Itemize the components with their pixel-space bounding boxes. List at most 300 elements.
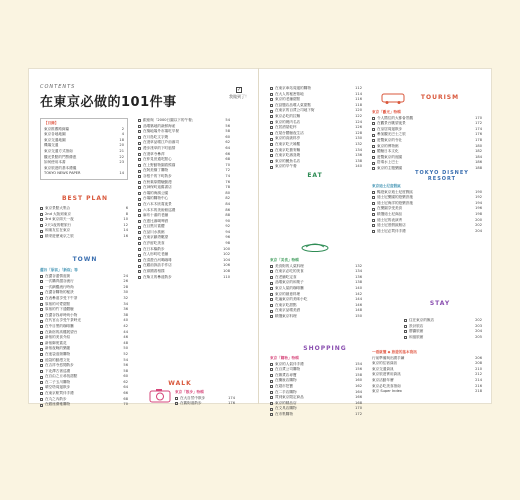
toc-entry-label: 在上野動物園看熊貓 [143,162,176,167]
checkbox-icon[interactable] [270,304,273,307]
checkbox-icon[interactable] [40,325,43,328]
checkbox-icon[interactable] [40,359,43,362]
toc-entry-label: 2nd 大阪到東京 [45,211,71,216]
checkbox-icon[interactable] [40,320,43,323]
checkbox-icon[interactable] [138,237,141,240]
checkbox-icon[interactable] [270,413,273,416]
toc-entry-page: 112 [355,86,362,90]
checkbox-icon[interactable] [372,150,375,153]
town-heading: TOWN [72,256,98,263]
toc-entry-page: 38 [123,312,128,317]
checkbox-icon[interactable] [404,325,407,328]
toc-entry-page: 6 [125,206,128,210]
toc-entry-label: 如何使用本書 [44,160,66,165]
checkbox-icon[interactable] [270,380,273,383]
toc-entry-page: 32 [123,295,128,300]
checkbox-icon[interactable] [40,336,43,339]
toc-entry-label: 在百貨公司購物 [275,367,301,372]
toc-entry-label: 在東京的百貨公司地下街 [275,108,315,113]
checkbox-icon[interactable] [138,181,141,184]
toc-entry-label: 台場的海濱公園 [143,190,169,195]
toc-entry-page: 66 [225,151,230,156]
checkbox-icon[interactable] [40,218,43,221]
toc-entry-label: 下北澤古著巡禮 [45,368,71,373]
checkbox-icon[interactable] [40,230,43,233]
checkbox-icon[interactable] [270,282,273,285]
toc-entry-label: 東京的燒肉名店 [275,119,301,124]
checkbox-icon[interactable] [372,139,375,142]
checkbox-icon[interactable] [270,160,273,163]
toc-entry-label: 東京必吃美食指南 [372,383,401,388]
toc-entry-page: 132 [355,141,362,146]
toc-entry-label: 遊覽東京的寺社 [377,137,403,142]
checkbox-icon[interactable] [138,175,141,178]
checkbox-icon[interactable] [372,134,375,137]
toc-entry-label: 東京人氣的咖啡廳 [275,285,304,290]
toc-entry-page: 114 [355,91,362,96]
checkbox-icon[interactable] [270,149,273,152]
toc-entry-page: 4 [121,132,124,137]
checkbox-icon[interactable] [40,404,43,407]
checkbox-icon[interactable] [404,330,407,333]
toc-entry-page: 170 [355,406,362,411]
checkbox-icon[interactable] [40,297,43,300]
toc-entry-label: 一次網羅流行時尚 [45,284,74,289]
toc-entry-page: 84 [225,201,230,206]
checkbox-icon[interactable] [372,219,375,222]
checkbox-icon[interactable] [270,143,273,146]
checkbox-icon[interactable] [40,342,43,345]
toc-entry-label: 漫步淺草的下町風情 [143,145,176,150]
checkbox-icon[interactable] [138,186,141,189]
checkbox-icon[interactable] [270,87,273,90]
toc-entry-label: 在樂園享受美食 [377,206,403,211]
checkbox-icon[interactable] [138,119,141,122]
toc-entry-label: 東京的人氣伴手禮 [275,361,304,366]
checkbox-icon[interactable] [138,164,141,167]
dish-icon [300,240,330,252]
toc-entry-page: 176 [228,401,235,406]
checkbox-icon[interactable] [138,248,141,251]
checkbox-icon[interactable] [270,104,273,107]
toc-entry-page: 200 [475,217,482,222]
checkbox-icon[interactable] [270,93,273,96]
checkbox-icon[interactable] [270,121,273,124]
toc-entry-label: 新宿夜晚的樂趣 [45,346,71,351]
page-header [40,84,240,110]
checkbox-icon[interactable] [40,286,43,289]
checkbox-icon[interactable] [138,226,141,229]
checkbox-icon[interactable] [40,331,43,334]
toc-entry-page: 58 [123,368,128,373]
toc-entry-label: 在仲見世通吃點心 [143,157,172,162]
toc-entry-label: 在二手店購物 [275,389,297,394]
checkbox-icon[interactable] [138,153,141,156]
column-2-list [138,118,230,280]
page-title: 在東京必做的101件事 [40,95,177,110]
checkbox-icon[interactable] [270,270,273,273]
toc-entry-page: 96 [225,235,230,240]
toc-entry-page: 208 [475,361,482,366]
checkbox-icon[interactable] [40,207,43,210]
toc-entry-page: 214 [475,377,482,382]
toc-entry-page: 24 [123,273,128,278]
checkbox-icon[interactable] [40,235,43,238]
checkbox-icon[interactable] [372,122,375,125]
checkbox-icon[interactable] [372,117,375,120]
toc-entry-label: 設計旅店 [409,323,424,328]
page-gutter [258,68,259,404]
disney-heading: TOKYO DISNEY RESORT [415,170,469,182]
toc-entry-label: 新宿的美食介紹 [45,335,71,340]
checkbox-icon[interactable] [138,136,141,139]
checkbox-icon[interactable] [270,166,273,169]
toc-entry-label: 在文具店購物 [275,406,297,411]
checkbox-icon[interactable] [270,287,273,290]
checkbox-icon[interactable] [270,293,273,296]
checkbox-icon[interactable] [372,230,375,233]
checkbox-icon[interactable] [40,280,43,283]
toc-entry-page: 205 [475,334,482,339]
checkbox-icon[interactable] [40,381,43,384]
toc-entry-page: 8 [125,211,128,216]
eat-subhead: 東京「美食」特輯 [270,258,299,262]
checkbox-icon[interactable] [175,402,178,405]
toc-entry-page: 68 [123,396,128,401]
toc-entry-label: 遊覽東京的庭園 [377,154,403,159]
toc-entry-label: 原宿的可愛甜點 [45,301,71,306]
toc-entry-label: 在屋台體驗夜生活 [275,130,304,135]
done-legend-label: 我做到了！ [229,94,249,99]
toc-entry-label: 一次購齊澀谷流行 [45,279,74,284]
toc-entry-page: 78 [225,185,230,190]
toc-entry-page: 204 [475,228,482,233]
toc-entry [138,275,230,281]
checkbox-icon[interactable] [40,292,43,295]
toc-entry-page: 10 [123,217,128,222]
toc-entry-page: 94 [225,229,230,234]
toc-entry [372,229,482,235]
toc-entry-label: 在中目黑的咖啡廳 [45,323,74,328]
toc-entry-label: 在人形町吃老舖 [143,252,169,257]
checkbox-icon[interactable] [40,213,43,216]
toc-entry-label: 在阿美橫丁購物 [143,168,169,173]
extra-list [372,350,482,395]
camera-icon [148,387,172,403]
toc-entry-page: 128 [355,130,362,135]
checkbox-icon[interactable] [372,162,375,165]
toc-entry-page: 26 [123,279,128,284]
checkbox-icon[interactable] [40,376,43,379]
toc-entry-label: 東京的老舖甜點 [275,97,301,102]
checkbox-icon[interactable] [404,319,407,322]
stay-list [404,318,482,340]
checkbox-icon[interactable] [270,368,273,371]
toc-entry-page: 88 [225,213,230,218]
toc-entry-page: 180 [475,143,482,148]
toc-entry-label: 在澀谷找尋時尚小物 [45,312,78,317]
checkbox-icon[interactable] [138,192,141,195]
toc-entry-label: 在大人的秘密基地 [275,91,304,96]
toc-entry-label: 在藥妝店購物 [275,378,297,383]
toc-entry-page: 192 [475,195,482,200]
checkbox-icon[interactable] [270,363,273,366]
toc-entry-page: 210 [475,366,482,371]
toc-entry-label: 台場的購物中心 [143,196,169,201]
toc-entry-page: 196 [475,206,482,211]
checkbox-icon[interactable] [138,254,141,257]
checkbox-icon[interactable] [270,315,273,318]
toc-entry-label: 在居酒屋乾杯 [275,125,297,130]
checkbox-icon[interactable] [372,202,375,205]
checkbox-icon[interactable] [138,170,141,173]
toc-entry-page: 86 [225,207,230,212]
toc-entry-label: 機場交通 [44,143,59,148]
toc-entry-label: 東京的博物館 [377,143,399,148]
toc-entry-page: 154 [355,361,362,366]
toc-entry-label: 在東京車站周邊的購物 [275,86,311,90]
checkbox-icon[interactable] [40,398,43,401]
toc-entry-page: 20 [119,143,124,148]
toc-entry-label: 搭乘水上巴士 [377,160,399,165]
toc-entry-label: 觀光景點的門票優惠 [44,154,77,159]
checkbox-icon[interactable] [138,203,141,206]
toc-entry-label: 在東京鐵塔眺望 [143,235,169,240]
toc-entry-label: 和朋友住在東京 [45,228,71,233]
checkbox-icon[interactable] [270,408,273,411]
toc-entry-label: 和風旅館 [409,334,424,339]
checkbox-icon[interactable] [372,213,375,216]
toc-entry-page: 72 [225,168,230,173]
toc-entry-label: 在老舖吃定食 [275,274,297,279]
toc-entry-page: 132 [355,263,362,268]
toc-entry-label: 在月島吃文字燒 [143,134,169,139]
toc-entry-page: 174 [228,395,235,400]
checkbox-icon[interactable] [270,138,273,141]
toc-entry-page: 98 [225,241,230,246]
checkbox-icon[interactable] [138,147,141,150]
toc-entry-label: 在代官山享受午茶時光 [45,318,81,323]
toc-entry-label: 在澀谷盡情逛街 [45,273,71,278]
column-3-list [270,86,362,170]
checkbox-icon[interactable] [138,125,141,128]
checkbox-icon[interactable] [270,298,273,301]
toc-entry-page: 36 [123,307,128,312]
toc-entry-page: 44 [123,329,128,334]
checkbox-icon[interactable] [270,374,273,377]
checkbox-icon[interactable] [138,198,141,201]
toc-entry-label: 在築地場外市場吃早餐 [143,129,179,134]
toc-entry-label: 在皇居周邊散步 [377,126,403,131]
toc-entry-label: 東京推薦路線篇 [44,126,70,131]
toc-entry-page: 106 [223,263,230,268]
checkbox-icon[interactable] [40,387,43,390]
toc-entry-page: 58 [225,129,230,134]
checkbox-icon[interactable] [138,259,141,262]
checkbox-icon[interactable] [138,158,141,161]
toc-entry-page: 100 [223,246,230,251]
toc-entry-page: 40 [123,318,128,323]
toc-entry-page: 142 [355,291,362,296]
toc-entry-page: 182 [475,149,482,154]
checkbox-icon[interactable] [270,126,273,129]
checkbox-icon[interactable] [270,396,273,399]
toc-entry-page: 134 [355,147,362,152]
toc-entry-page: 30 [123,290,128,295]
toc-entry-label: 3rd 東京兩天一夜 [45,217,74,222]
toc-entry-label: 暢遊東京迪士尼度假區 [377,189,413,194]
toc-entry-label: 在惠比壽喝啤酒 [143,218,169,223]
checkbox-icon[interactable] [270,115,273,118]
toc-entry [175,401,235,407]
toc-entry-label: 東京旅遊實用資訊 [372,372,401,377]
toc-entry-label: 在東京吃壽喜燒 [275,153,301,158]
toc-entry-page: 146 [355,302,362,307]
checkbox-icon[interactable] [138,265,141,268]
checkbox-icon[interactable] [40,303,43,306]
toc-entry-label: 在市集購物 [275,411,293,416]
toc-entry-page: 52 [123,351,128,356]
toc-entry-label: 在話題店品嚐人氣甜點 [275,102,311,107]
toc-entry-label: 池袋的動漫文化 [45,357,71,362]
toc-entry [270,412,362,418]
checkbox-icon[interactable] [372,208,375,211]
checkbox-icon[interactable] [138,214,141,217]
toc-entry [270,314,362,320]
checkbox-icon[interactable] [138,130,141,133]
toc-entry-label: 在東京駅買伴手禮 [45,391,74,396]
checkbox-icon[interactable] [40,392,43,395]
checkbox-icon[interactable] [138,209,141,212]
toc-entry-page: 216 [475,383,482,388]
checkbox-icon[interactable] [138,270,141,273]
toc-entry-label: 迪士尼海洋的遊樂設施 [377,200,413,205]
toc-entry-page: 90 [225,218,230,223]
checkbox-icon[interactable] [40,224,43,227]
toc-entry-page: 14 [119,171,124,176]
toc-entry-page: 62 [225,140,230,145]
toc-entry-page: 206 [475,355,482,360]
checkbox-icon[interactable] [138,242,141,245]
tourism-subhead: 東京「觀光」特輯 [372,110,401,114]
checkbox-icon[interactable] [138,220,141,223]
checkbox-icon[interactable] [270,391,273,394]
toc-entry-label: 在東京吃蕎麥麵 [275,147,301,152]
toc-entry-label: 東京景點大集合 [45,206,71,210]
toc-entry-label: 在目黑川賞櫻 [143,224,165,229]
checkbox-icon[interactable] [404,336,407,339]
checkbox-icon[interactable] [175,397,178,400]
toc-entry-label: 精采遊歷東京之旅 [45,233,74,238]
checkbox-icon[interactable] [372,224,375,227]
toc-entry-label: 品嚐築地的新鮮海產 [143,123,176,128]
toc-entry-page: 66 [123,391,128,396]
checkbox-icon[interactable] [40,353,43,356]
checkbox-icon[interactable] [138,231,141,234]
checkbox-icon[interactable] [270,402,273,405]
checkbox-icon[interactable] [372,167,375,170]
toc-entry-page: 16 [123,233,128,238]
toc-entry-page: 62 [123,379,128,384]
toc-entry [372,389,482,395]
toc-entry-page: 172 [355,411,362,416]
disney-subhead: 東京迪士尼度假區 [372,184,401,188]
toc-entry-page: 174 [475,126,482,131]
toc-entry-page: 70 [225,162,230,167]
checkbox-icon[interactable] [270,385,273,388]
town-list [40,268,128,408]
toc-entry-page: 188 [475,165,482,170]
toc-entry-label: 在吉祥寺悠閒散步 [45,363,74,368]
toc-entry-label: 東京的住宿資訊 [372,361,398,366]
toc-entry-label: 在觀景台眺望夜景 [377,121,406,126]
checkbox-icon[interactable] [270,98,273,101]
checkbox-icon[interactable] [40,348,43,351]
toc-entry-page: 22 [119,154,124,159]
checkbox-icon[interactable] [372,196,375,199]
toc-entry-page: 56 [123,363,128,368]
checkbox-icon[interactable] [40,314,43,317]
checkbox-icon[interactable] [372,128,375,131]
checkbox-icon[interactable] [270,310,273,313]
checkbox-icon[interactable] [270,276,273,279]
toc-entry-page: 14 [123,228,128,233]
checkbox-icon[interactable] [270,110,273,113]
checkbox-icon[interactable] [138,276,141,279]
eat-heading: EAT [307,172,323,179]
toc-entry-label: 在淺草品嚐江戶前壽司 [143,140,179,145]
eat-list [270,258,362,320]
toc-entry-label: 在表參道享受下午茶 [45,295,78,300]
toc-entry-label: 東京的創意料理 [275,291,301,296]
toc-entry-label: 東京 Super Index [372,389,402,394]
disney-list [372,184,482,234]
checkbox-icon[interactable] [270,265,273,268]
toc-entry-page: 118 [355,102,362,107]
checkbox-icon[interactable] [372,191,375,194]
checkbox-icon[interactable] [40,364,43,367]
toc-entry-label: 迪士尼度假區飯店 [377,223,406,228]
toc-entry-label: 晴空塔周邊散步 [45,385,71,390]
checkbox-icon[interactable] [372,145,375,148]
checkbox-icon[interactable] [40,370,43,373]
toc-entry-page: 136 [355,274,362,279]
toc-entry-label: 在池袋逛街購物 [45,351,71,356]
toc-entry-page: 12 [123,222,128,227]
toc-entry-page: 50 [123,346,128,351]
checkbox-icon[interactable] [270,154,273,157]
toc-entry-page: 130 [355,136,362,141]
toc-entry-page: 60 [123,374,128,379]
toc-entry-page: 18 [119,137,124,142]
toc-entry-label: 精選迪士尼商品 [377,211,403,216]
stay-heading: STAY [429,300,451,307]
toc-entry-page: 102 [223,252,230,257]
checkbox-icon[interactable] [40,275,43,278]
toc-entry-page: 92 [225,224,230,229]
toc-entry-page: 80 [225,190,230,195]
checkbox-icon[interactable] [372,156,375,159]
toc-entry-page: 48 [123,340,128,345]
bus-icon [380,92,406,104]
checkbox-icon[interactable] [138,142,141,145]
checkbox-icon[interactable] [270,132,273,135]
toc-entry-label: 東京交通方式指南 [44,148,73,153]
toc-entry-page: 134 [355,269,362,274]
toc-entry-label: 在銀座優雅購物 [45,402,71,407]
checkbox-icon[interactable] [40,308,43,311]
toc-entry-page: 54 [225,118,230,122]
